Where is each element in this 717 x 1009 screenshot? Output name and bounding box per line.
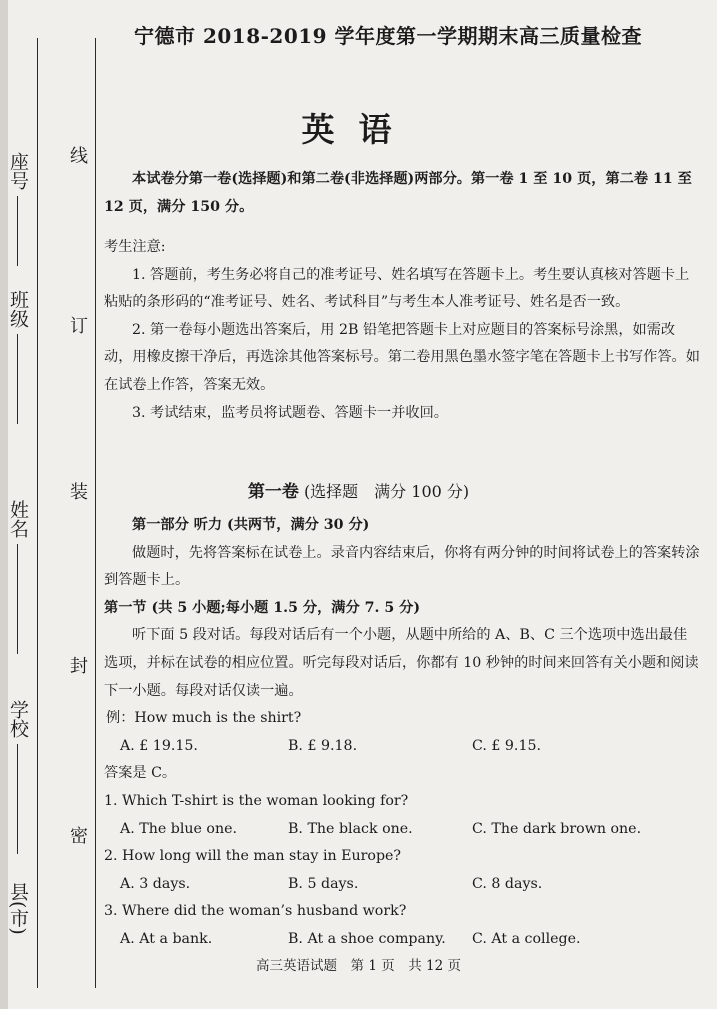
subject-title: 英语 (301, 110, 416, 149)
seal-char-bind: 订 (70, 316, 88, 337)
example-option-c: C. £ 9.15. (472, 737, 542, 754)
question-1-options (104, 816, 700, 844)
seat-blank (17, 196, 19, 266)
notice-block (104, 234, 700, 427)
section1-instruction: 听下面 5 段对话。每段对话后有一个小题，从题中所给的 A、B、C 三个选项中选出最佳选项，并标在试卷的相应位置。听完每段对话后，你都有 10 秒钟的时间来回答有关小题和阅读下一小题。每段对话仅读一遍。 (104, 627, 699, 699)
class-blank (17, 334, 19, 424)
notice-item-1: 1. 答题前，考生务必将自己的准考证号、姓名填写在答题卡上。考生要认真核对答题卡上粘贴的条形码的“准考证号、姓名、考试科目”与考生本人准考证号、姓名是否一致。 (104, 266, 690, 311)
seal-char-line: 线 (70, 146, 88, 167)
part1-title: 第一部分 听力 (共两节，满分 30 分) (132, 517, 370, 533)
example-answer: 答案是 C。 (104, 765, 177, 782)
question-2: 2. How long will the man stay in Europe? (104, 848, 402, 865)
name-label: 姓名 (7, 500, 29, 538)
notice-item-2: 2. 第一卷每小题选出答案后，用 2B 铅笔把答题卡上对应题目的答案标号涂黑，如需改动，用橡皮擦干净后，再选涂其他答案标号。第二卷用黑色墨水签字笔在答题卡上书写作答。如在试卷上作答，答案无效。 (104, 321, 700, 393)
question-3: 3. Where did the woman’s husband work? (104, 903, 407, 920)
part1-instruction: 做题时，先将答案标在试卷上。录音内容结束后，你将有两分钟的时间将试卷上的答案转涂到答题卡上。 (104, 544, 700, 589)
question-2-options (104, 871, 700, 899)
intro-block (104, 166, 700, 221)
q2-option-b: B. 5 days. (288, 875, 359, 892)
seat-label: 座号 (7, 152, 29, 190)
example-question: 例：How much is the shirt? (106, 710, 302, 727)
section1-title: 第一节 (共 5 小题;每小题 1.5 分，满分 7. 5 分) (104, 599, 421, 616)
seat-field (8, 152, 27, 272)
q3-option-b: B. At a shoe company. (288, 930, 446, 947)
school-field (8, 700, 27, 860)
volume-title-sub: (选择题 满分 100 分) (303, 482, 470, 501)
school-blank (17, 744, 19, 854)
volume-title (0, 477, 717, 502)
county-label: 县(市) (7, 882, 29, 935)
seal-char-seal: 封 (70, 656, 88, 677)
q1-option-b: B. The black one. (288, 820, 413, 837)
q3-option-a: A. At a bank. (120, 930, 213, 947)
name-blank (17, 544, 19, 654)
notice-heading: 考生注意: (104, 239, 166, 255)
example-options (104, 733, 700, 761)
page-footer: 高三英语试题 第 1 页 共 12 页 (256, 958, 461, 974)
seal-char-secret: 密 (70, 826, 88, 847)
q2-option-c: C. 8 days. (472, 875, 543, 892)
example-option-a: A. £ 19.15. (120, 737, 198, 754)
volume-title-main: 第一卷 (247, 482, 299, 502)
binding-line-outer (37, 38, 38, 988)
part1-block (104, 512, 700, 954)
question-1: 1. Which T-shirt is the woman looking for? (104, 792, 409, 809)
class-label: 班级 (7, 290, 29, 328)
binding-line-inner (95, 38, 96, 988)
school-label: 学校 (7, 700, 29, 738)
question-3-options (104, 926, 700, 954)
q2-option-a: A. 3 days. (120, 875, 191, 892)
county-field (8, 882, 27, 935)
name-field (8, 500, 27, 660)
q3-option-c: C. At a college. (472, 930, 581, 947)
class-field (8, 290, 27, 430)
exam-title: 宁德市 2018-2019 学年度第一学期期末高三质量检查 (134, 24, 643, 48)
intro-text: 本试卷分第一卷(选择题)和第二卷(非选择题)两部分。第一卷 1 至 10 页，第二卷 11 至 12 页，满分 150 分。 (104, 171, 692, 215)
example-option-b: B. £ 9.18. (288, 737, 358, 754)
q1-option-a: A. The blue one. (120, 820, 238, 837)
seal-char-install: 装 (70, 482, 88, 503)
q1-option-c: C. The dark brown one. (472, 820, 642, 837)
notice-item-3: 3. 考试结束，监考员将试题卷、答题卡一并收回。 (132, 404, 448, 421)
